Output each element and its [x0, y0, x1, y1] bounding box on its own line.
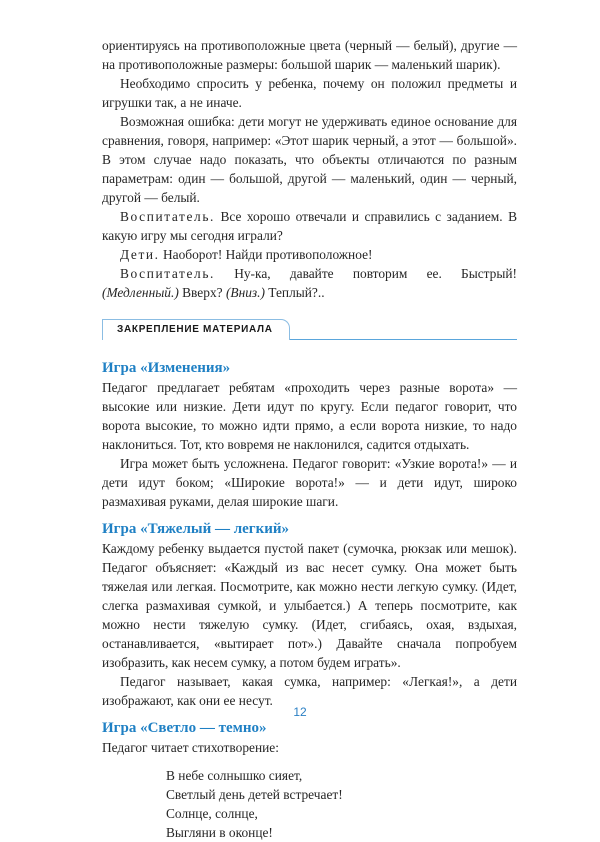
intro-paragraph-1: ориентируясь на противоположные цвета (черный — белый), другие — на противоположные размеры: большой шарик — маленький шарик).: [102, 38, 517, 72]
poem-line: Солнце, солнце,: [166, 806, 258, 821]
dialogue-text: Ну-ка, давайте повторим ее. Быстрый!: [214, 266, 517, 281]
page-number: 12: [293, 705, 307, 719]
game1-paragraph-1: Педагог предлагает ребятам «проходить через разные ворота» — высокие или низкие. Дети идут по кругу. Если педагог говорит, что ворота высокие, то можно идти прямо, а если ворота низкие, то надо наклониться. Тот, кто вовремя не наклонился, садится отдыхать.: [102, 380, 517, 452]
intro-paragraph-3: Возможная ошибка: дети могут не удерживать единое основание для сравнения, говоря, например: «Этот шарик черный, а этот — большой». В этом случае надо показать, что объекты отличаются по разным параметрам: один — большой, другой — маленький, один — черный, другой — белый.: [102, 114, 517, 205]
game3-paragraph-1: Педагог читает стихотворение:: [102, 740, 279, 755]
game2-paragraph-1: Каждому ребенку выдается пустой пакет (сумочка, рюкзак или мешок). Педагог объясняет: «Каждый из вас несет сумку. Она может быть тяжелая или легкая. Посмотрите, как можно нести легкую сумку. (Идет, слегка размахивая сумкой, и улыбается.) А теперь посмотрите, как можно нести тяжелую сумку. (Идет, сгибаясь, охая, вздыхая, останавливается, «вытирает пот».) Давайте сначала попробуем изобразить, как несем сумку, а потом будем играть».: [102, 541, 517, 670]
game1-paragraph-2: Игра может быть усложнена. Педагог говорит: «Узкие ворота!» — и дети идут боком; «Широкие ворота!» — и дети идут, широко размахивая руками, делая широкие шаги.: [102, 456, 517, 509]
game-title-light-dark: Игра «Светло — темно»: [102, 720, 267, 736]
dialogue-text: Наоборот! Найди противоположное!: [159, 247, 373, 262]
intro-paragraph-2: Необходимо спросить у ребенка, почему он положил предметы и игрушки так, а не иначе.: [102, 76, 517, 110]
game-title-heavy-light: Игра «Тяжелый — легкий»: [102, 521, 290, 537]
dialogue-text: Теплый?..: [264, 285, 325, 300]
game-title-changes: Игра «Изменения»: [102, 360, 231, 376]
poem-line: Выгляни в оконце!: [166, 825, 273, 840]
page-content: [102, 36, 517, 842]
speaker-teacher: Воспитатель.: [120, 209, 215, 224]
dialogue-children: [102, 245, 517, 264]
dialogue-text: Вверх?: [178, 285, 226, 300]
poem: [166, 766, 517, 842]
poem-line: В небе солнышко сияет,: [166, 768, 303, 783]
speaker-teacher: Воспитатель.: [120, 266, 215, 281]
section-banner: [102, 319, 517, 343]
dialogue-answer: (Вниз.): [225, 285, 265, 300]
dialogue-text: Все хорошо отвечали и справились с заданием. В какую игру мы сегодня играли?: [102, 209, 517, 243]
poem-line: Светлый день детей встречает!: [166, 787, 343, 802]
section-banner-label: ЗАКРЕПЛЕНИЕ МАТЕРИАЛА: [102, 319, 290, 340]
dialogue-answer: (Медленный.): [102, 285, 179, 300]
dialogue-teacher-2: [102, 264, 517, 302]
dialogue-teacher-1: [102, 207, 517, 245]
speaker-children: Дети.: [120, 247, 160, 262]
game2-paragraph-2: Педагог называет, какая сумка, например: «Легкая!», а дети изображают, как они ее несут.: [102, 674, 517, 708]
